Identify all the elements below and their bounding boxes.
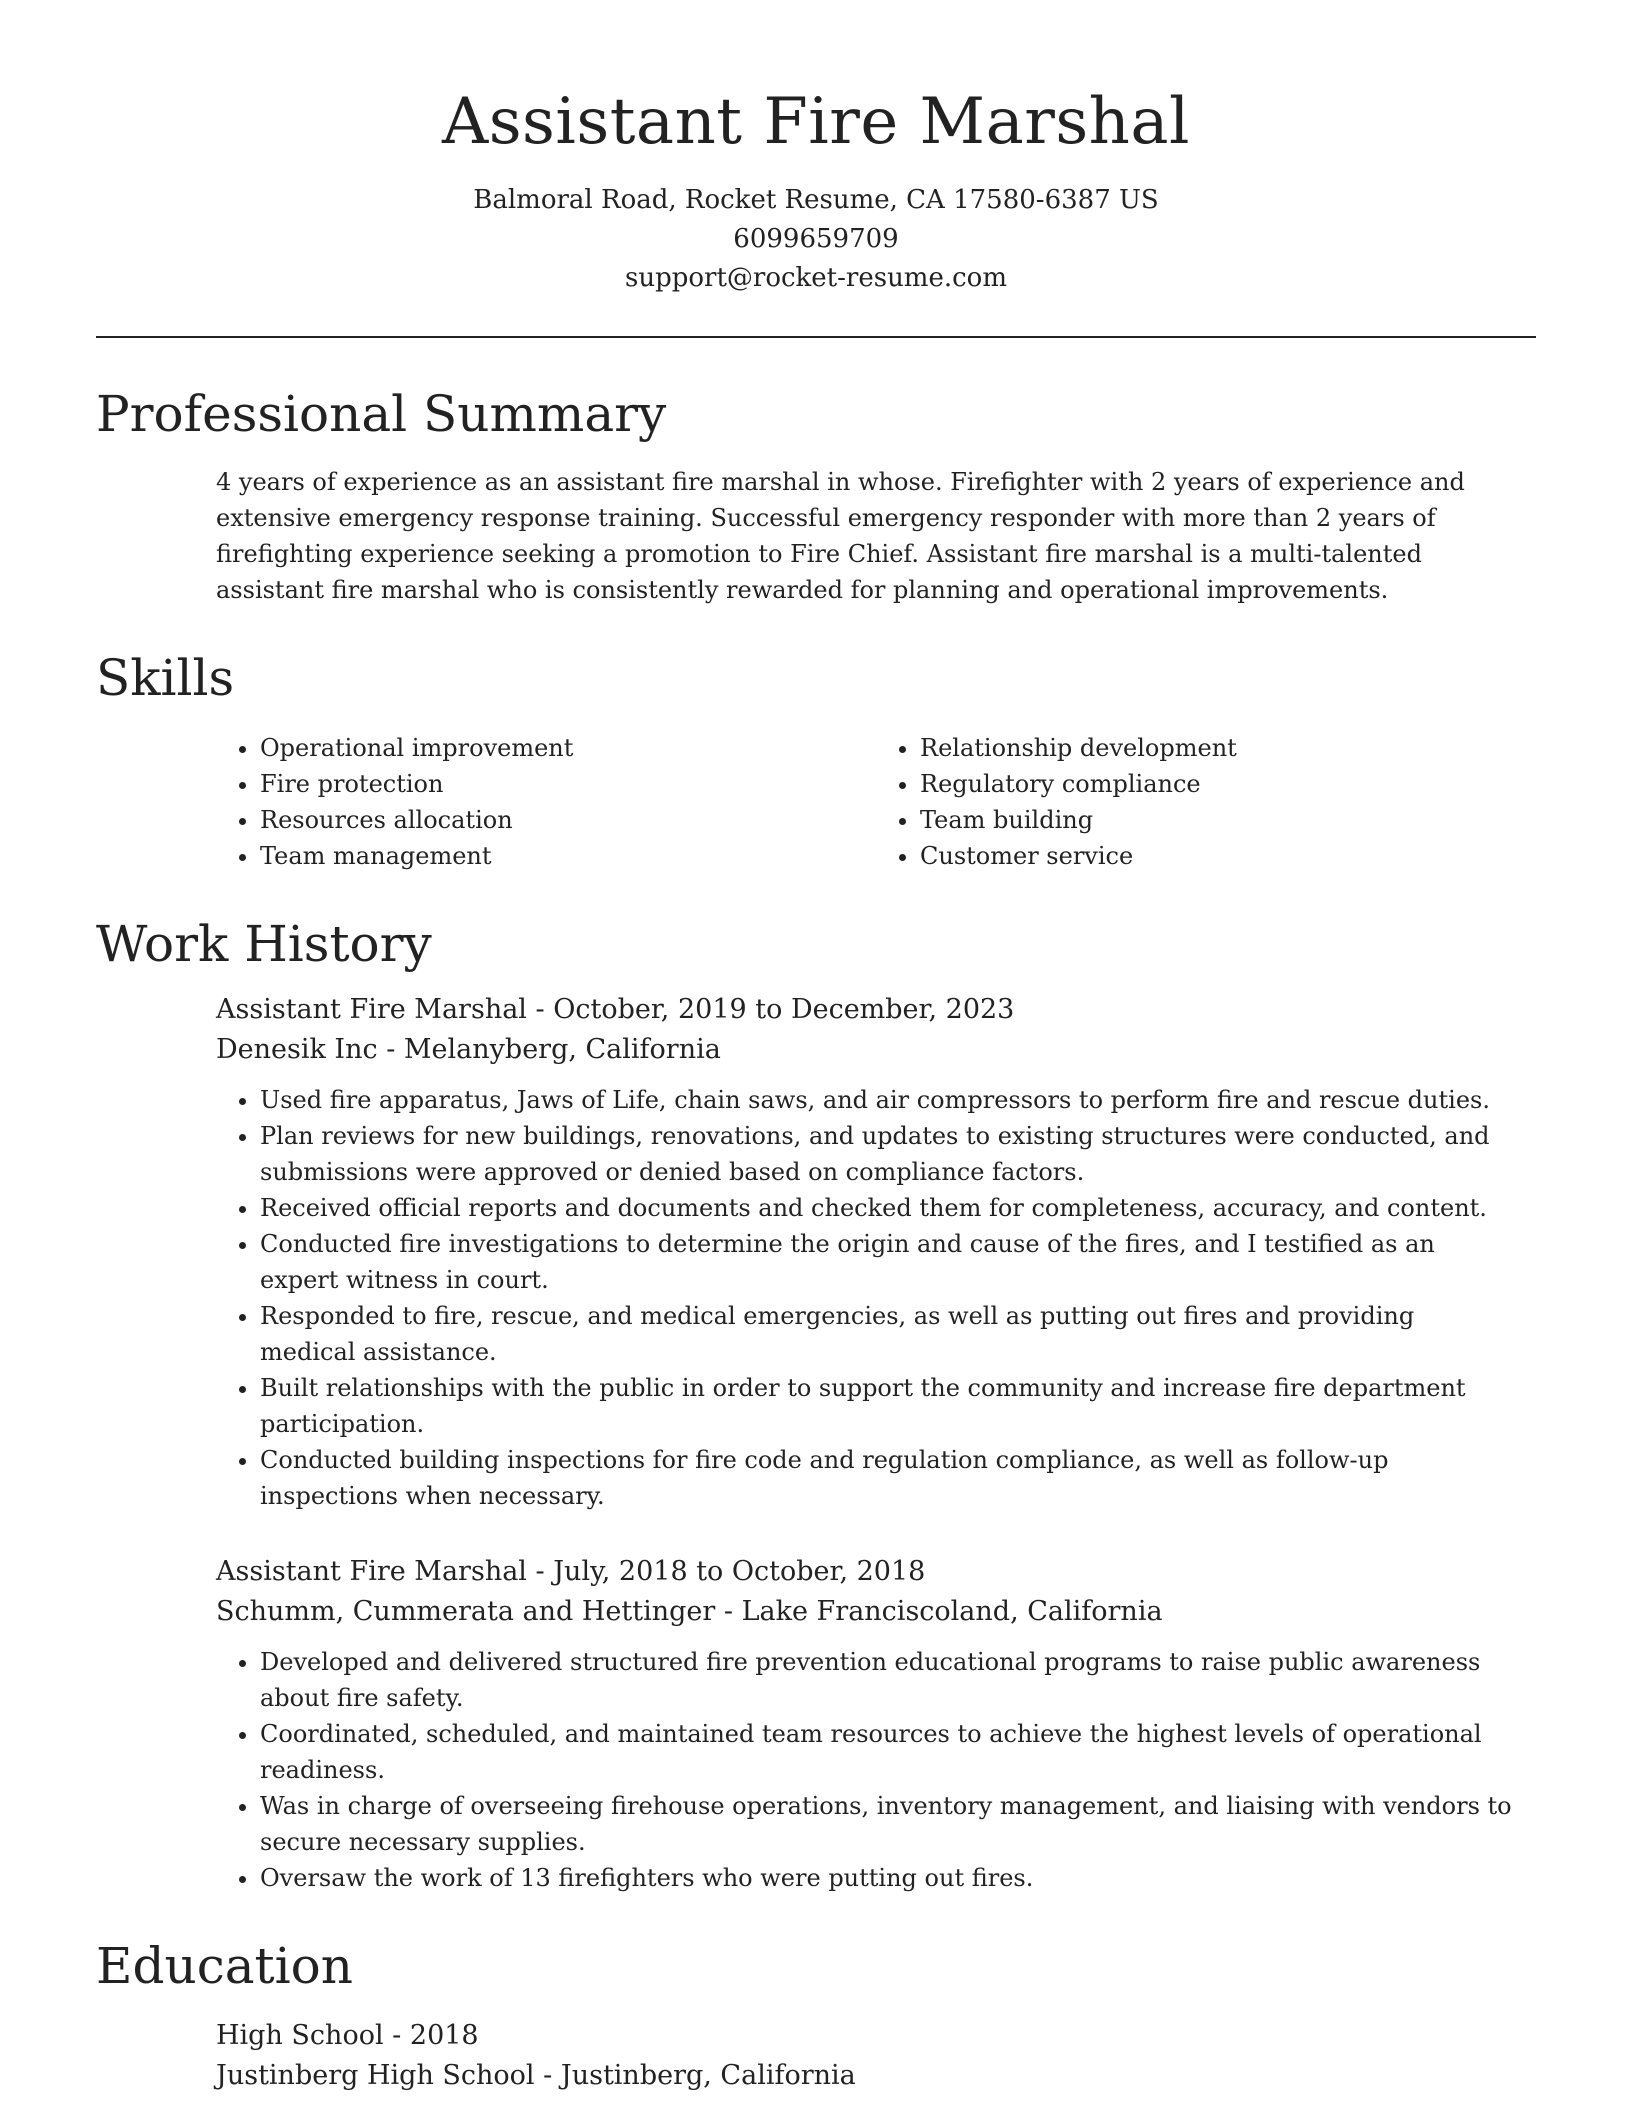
skills-column-left xyxy=(216,730,876,874)
education-location: Justinberg, California xyxy=(560,2059,856,2091)
list-item: • Conducted fire investigations to determine the origin and cause of the fires, and I testified as an expert witness in court. xyxy=(260,1226,1512,1298)
list-item: • Was in charge of overseeing firehouse operations, inventory management, and liaising with vendors to secure necessary supplies. xyxy=(260,1788,1512,1860)
separator: - xyxy=(534,2059,561,2091)
skill-item: • Operational improvement xyxy=(260,730,876,766)
list-item: • Oversaw the work of 13 firefighters who were putting out fires. xyxy=(260,1860,1512,1896)
job-company-line xyxy=(216,1592,1536,1632)
education-degree: High School xyxy=(216,2019,384,2051)
work-history-section xyxy=(96,914,1536,1896)
job-bullets xyxy=(216,1644,1512,1896)
list-item: • Coordinated, scheduled, and maintained team resources to achieve the highest levels of operational readiness. xyxy=(260,1716,1512,1788)
skill-item: • Team management xyxy=(260,838,876,874)
list-item: • Responded to fire, rescue, and medical emergencies, as well as putting out fires and providing medical assistance. xyxy=(260,1298,1512,1370)
job-location: Lake Franciscoland, California xyxy=(741,1595,1163,1627)
contact-info xyxy=(96,181,1536,298)
skill-item: • Resources allocation xyxy=(260,802,876,838)
phone: 6099659709 xyxy=(733,223,899,254)
education-school: Justinberg High School xyxy=(216,2059,535,2091)
job-entry xyxy=(216,1552,1536,1896)
separator: - xyxy=(526,1555,554,1587)
summary-text: 4 years of experience as an assistant fire marshal in whose. Firefighter with 2 years of experience and extensive emergency response training. Successful emergency responder with more than 2 years of firefighting experience seeking a promotion to Fire Chief. Assistant fire marshal is a multi-talented assistant fire marshal who is consistently rewarded for planning and operational improvements. xyxy=(216,467,1465,604)
education-degree-line xyxy=(216,2016,1536,2056)
list-item: • Received official reports and documents and checked them for completeness, accuracy, and content. xyxy=(260,1190,1512,1226)
skills-heading: Skills xyxy=(96,648,235,707)
education-school-line xyxy=(216,2056,1536,2096)
skills-section xyxy=(96,648,1536,874)
job-company-line xyxy=(216,1030,1536,1070)
skills-column-right xyxy=(876,730,1536,874)
education-section xyxy=(96,1936,1536,2096)
list-item: • Developed and delivered structured fire prevention educational programs to raise public awareness about fire safety. xyxy=(260,1644,1512,1716)
header-divider xyxy=(96,336,1536,338)
job-bullets xyxy=(216,1082,1512,1514)
list-item: • Built relationships with the public in order to support the community and increase fire department participation. xyxy=(260,1370,1512,1442)
skill-item: • Customer service xyxy=(920,838,1536,874)
job-role: Assistant Fire Marshal xyxy=(216,993,527,1025)
separator: - xyxy=(383,2019,410,2051)
education-entry xyxy=(216,2016,1536,2096)
job-company: Denesik Inc xyxy=(216,1033,378,1065)
skill-item: • Fire protection xyxy=(260,766,876,802)
skill-item: • Relationship development xyxy=(920,730,1536,766)
education-heading: Education xyxy=(96,1936,353,1995)
separator: - xyxy=(715,1595,742,1627)
job-role: Assistant Fire Marshal xyxy=(216,1555,527,1587)
summary-section xyxy=(96,384,1536,608)
job-location: Melanyberg, California xyxy=(403,1033,721,1065)
separator: - xyxy=(526,993,554,1025)
address: Balmoral Road, Rocket Resume, CA 17580-6387 US xyxy=(473,184,1159,215)
job-title-line xyxy=(216,990,1536,1030)
skills-list xyxy=(216,730,1536,874)
job-title-line xyxy=(216,1552,1536,1592)
candidate-name: Assistant Fire Marshal xyxy=(441,85,1191,159)
job-dates: July, 2018 to October, 2018 xyxy=(553,1555,926,1587)
skill-item: • Team building xyxy=(920,802,1536,838)
summary-heading: Professional Summary xyxy=(96,384,667,443)
list-item: • Conducted building inspections for fire code and regulation compliance, as well as follow-up inspections when necessary. xyxy=(260,1442,1512,1514)
work-history-heading: Work History xyxy=(96,914,432,973)
list-item: • Used fire apparatus, Jaws of Life, chain saws, and air compressors to perform fire and rescue duties. xyxy=(260,1082,1512,1118)
skill-item: • Regulatory compliance xyxy=(920,766,1536,802)
job-entry xyxy=(216,990,1536,1514)
resume-header xyxy=(96,0,1536,298)
education-year: 2018 xyxy=(409,2019,479,2051)
separator: - xyxy=(377,1033,404,1065)
list-item: • Plan reviews for new buildings, renovations, and updates to existing structures were conducted, and submissions were approved or denied based on compliance factors. xyxy=(260,1118,1512,1190)
job-company: Schumm, Cummerata and Hettinger xyxy=(216,1595,716,1627)
email: support@rocket-resume.com xyxy=(624,262,1007,293)
job-dates: October, 2019 to December, 2023 xyxy=(553,993,1015,1025)
